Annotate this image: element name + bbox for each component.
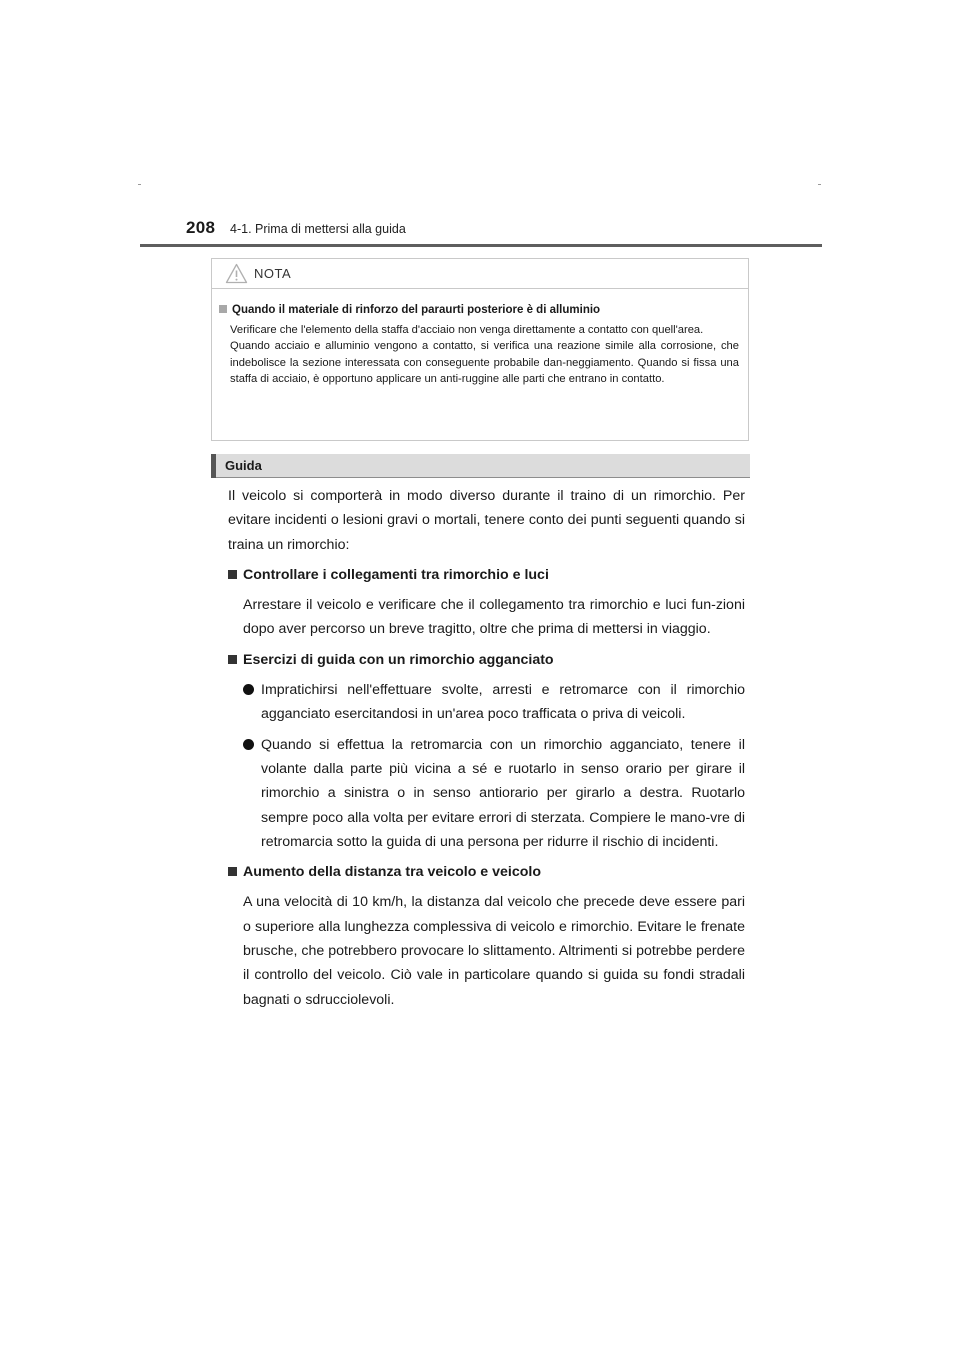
- sub-heading: [228, 563, 745, 587]
- sub-heading: [228, 860, 745, 884]
- square-bullet-icon: [228, 655, 237, 664]
- dot-bullet-icon: [243, 739, 254, 750]
- list-item: [261, 733, 745, 854]
- nota-text: [230, 322, 739, 387]
- crop-mark-right: [818, 184, 821, 185]
- warning-triangle-icon: [225, 263, 248, 284]
- guida-content: [228, 484, 745, 1012]
- nota-header: [212, 259, 748, 289]
- sub-heading-text: Aumento della distanza tra veicolo e veicolo: [243, 864, 542, 881]
- list-item-text: Quando si effettua la retromarcia con un rimorchio agganciato, tenere il volante dalla parte più vicina a sé e ruotarlo in senso orario per girare il rimorchio a sinistra o in senso antiorario per girarlo a destra. Ruotarlo sempre poco alla volta per evitare errori di sterzata. Compiere le mano-vre di retromarcia sotto la guida di una persona per ridurre il rischio di incidenti.: [261, 736, 745, 850]
- guida-intro: Il veicolo si comporterà in modo diverso durante il traino di un rimorchio. Per evitare incidenti o lesioni gravi o mortali, tenere conto dei punti seguenti quando si traina un rimorchio:: [228, 488, 745, 553]
- paragraph: A una velocità di 10 km/h, la distanza dal veicolo che precede deve essere pari o superiore alla lunghezza complessiva di veicolo e rimorchio. Evitare le frenate brusche, che potrebbero provocare lo slittamento. Altrimenti si potrebbe perdere il controllo del veicolo. Ciò vale in particolare quando si guida su fondi stradali bagnati o sdrucciolevoli.: [243, 894, 745, 1008]
- nota-label: NOTA: [254, 266, 292, 281]
- list-item: [261, 678, 745, 727]
- nota-line: Verificare che l'elemento della staffa d'acciaio non venga direttamente a contatto con quell'area.: [230, 324, 704, 336]
- nota-line: Quando acciaio e alluminio vengono a contatto, si verifica una reazione simile alla corrosione, che indebolisce la sezione interessata con conseguente probabile dan-neggiamento. Quando si fissa una staffa di acciaio, è opportuno applicare un anti-ruggine alle parti che entrano in contatto.: [230, 340, 739, 385]
- page-header: [140, 212, 822, 246]
- guida-heading-bar: [211, 454, 750, 478]
- sub-heading: [228, 648, 745, 672]
- dot-bullet-icon: [243, 684, 254, 695]
- sub-heading-text: Controllare i collegamenti tra rimorchio e luci: [243, 566, 549, 583]
- header-rule: [140, 244, 822, 247]
- crop-mark-left: [138, 184, 141, 185]
- nota-heading-text: Quando il materiale di rinforzo del paraurti posteriore è di alluminio: [232, 304, 601, 316]
- page-number: 208: [186, 218, 216, 237]
- list-item-text: Impratichirsi nell'effettuare svolte, arresti e retromarce con il rimorchio agganciato esercitandosi in un'area poco trafficata o priva di veicoli.: [261, 682, 745, 723]
- nota-heading: [219, 302, 739, 318]
- nota-box: [211, 258, 749, 441]
- section-title: 4-1. Prima di mettersi alla guida: [230, 222, 406, 236]
- guida-heading: Guida: [225, 458, 262, 473]
- sub-heading-text: Esercizi di guida con un rimorchio agganciato: [243, 651, 554, 668]
- square-bullet-icon: [219, 305, 227, 313]
- square-bullet-icon: [228, 570, 237, 579]
- guida-accent: [211, 454, 216, 478]
- square-bullet-icon: [228, 867, 237, 876]
- paragraph: Arrestare il veicolo e verificare che il collegamento tra rimorchio e luci fun-zioni dopo aver percorso un breve tragitto, oltre che prima di mettersi in viaggio.: [243, 597, 745, 638]
- nota-body: [212, 289, 748, 387]
